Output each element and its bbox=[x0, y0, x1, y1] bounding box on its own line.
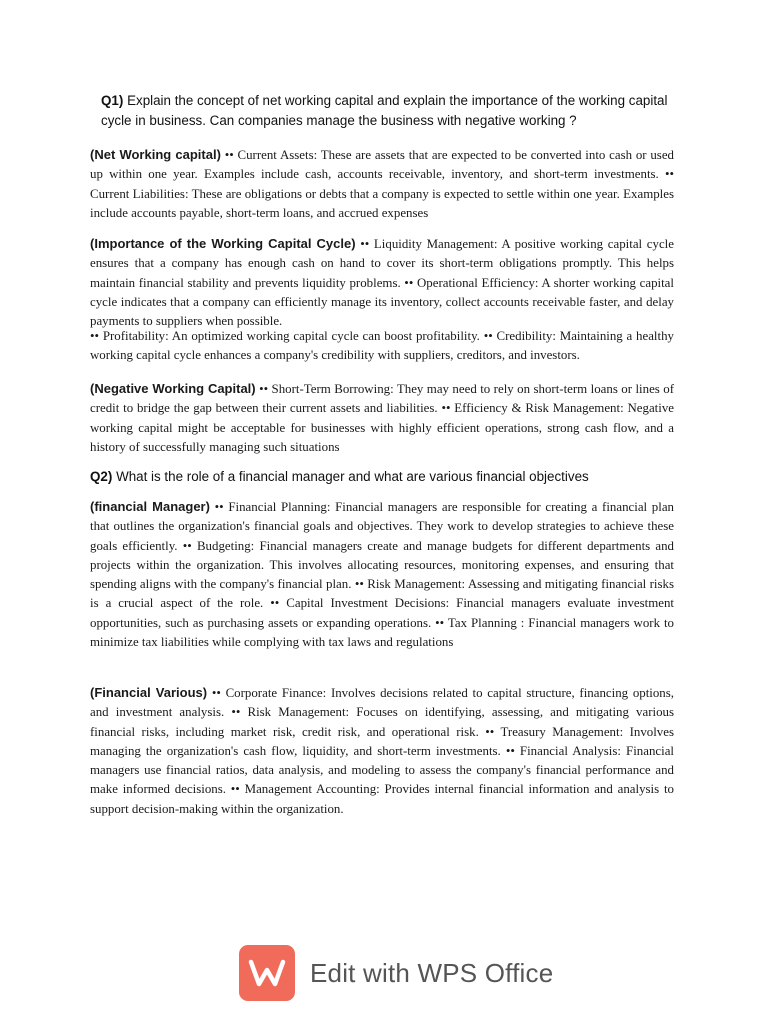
paragraph-lead: (financial Manager) bbox=[90, 499, 210, 514]
paragraph-lead: (Financial Various) bbox=[90, 685, 208, 700]
edit-with-wps-link[interactable] bbox=[239, 944, 553, 1002]
question-2 bbox=[90, 467, 690, 487]
wps-logo-icon bbox=[239, 945, 295, 1001]
paragraph-text: •• Liquidity Management: A positive working capital cycle ensures that a company has enough cash on hand to cover its short-term obligations promptly. This helps maintain financial stability and prevents liquidity problems. •• Operational Efficiency: A shorter working capital cycle indicates that a company can efficiently manage its inventory, collect accounts receivable faster, and delay payments to suppliers when possible. bbox=[90, 237, 674, 329]
question-2-text: What is the role of a financial manager and what are various financial objectives bbox=[116, 469, 589, 484]
paragraph-profitability bbox=[90, 327, 674, 366]
paragraph-text: •• Corporate Finance: Involves decisions related to capital structure, financing options, and investment analysis. •• Risk Management: Focuses on identifying, assessing, and mitigating various financial risks, including market risk, credit risk, and operational risk. •• Treasury Management: Involves managing the organization's cash flow, liquidity, and short-term investments. •• Financial Analysis: Financial managers use financial ratios, data analysis, and modeling to assess the company's financial performance and make informed decisions. •• Management Accounting: Provides internal financial information and analysis to support decision-making within the organization. bbox=[90, 686, 674, 816]
paragraph-lead: (Net Working capital) bbox=[90, 147, 221, 162]
paragraph-text: •• Short-Term Borrowing: They may need to rely on short-term loans or lines of credit to bridge the gap between their current assets and liabilities. •• Efficiency & Risk Management: Negative working capital might be acceptable for businesses with highly efficient operations, strong cash flow, and a history of successfully managing such situations bbox=[90, 382, 674, 454]
wps-w-glyph-icon bbox=[248, 958, 286, 988]
wps-edit-label[interactable]: Edit with WPS Office bbox=[310, 957, 554, 988]
paragraph-importance bbox=[90, 234, 674, 331]
question-1-label: Q1) bbox=[101, 93, 124, 108]
paragraph-text: •• Financial Planning: Financial managers are responsible for creating a financial plan that outlines the organization's financial goals and objectives. They work to develop strategies to achieve these goals efficiently. •• Budgeting: Financial managers create and manage budgets for different departments and projects within the organization. This involves allocating resources, monitoring expenses, and ensuring that spending aligns with the company's financial plan. •• Risk Management: Assessing and mitigating financial risks is a crucial aspect of the role. •• Capital Investment Decisions: Financial managers evaluate investment opportunities, such as purchasing assets or expanding operations. •• Tax Planning : Financial managers work to minimize tax liabilities while complying with tax laws and regulations bbox=[90, 500, 674, 650]
paragraph-financial-manager bbox=[90, 497, 674, 652]
question-1 bbox=[101, 91, 671, 131]
paragraph-financial-various bbox=[90, 683, 674, 819]
paragraph-lead: (Importance of the Working Capital Cycle) bbox=[90, 236, 356, 251]
paragraph-lead: (Negative Working Capital) bbox=[90, 381, 256, 396]
paragraph-text: •• Profitability: An optimized working capital cycle can boost profitability. •• Credibility: Maintaining a healthy working capital cycle enhances a company's credibility with suppliers, creditors, and investors. bbox=[90, 329, 674, 363]
paragraph-text: •• Current Assets: These are assets that are expected to be converted into cash or used up within one year. Examples include cash, accounts receivable, inventory, and short-term investments. •• Current Liabilities: These are obligations or debts that a company is expected to settle within one year. Examples include accounts payable, short-term loans, and accrued expenses bbox=[90, 148, 674, 220]
question-2-label: Q2) bbox=[90, 469, 113, 484]
paragraph-negative-working-capital bbox=[90, 379, 674, 457]
paragraph-net-working-capital bbox=[90, 145, 674, 223]
question-1-text: Explain the concept of net working capital and explain the importance of the working capital cycle in business. Can companies manage the business with negative working ? bbox=[101, 93, 668, 128]
